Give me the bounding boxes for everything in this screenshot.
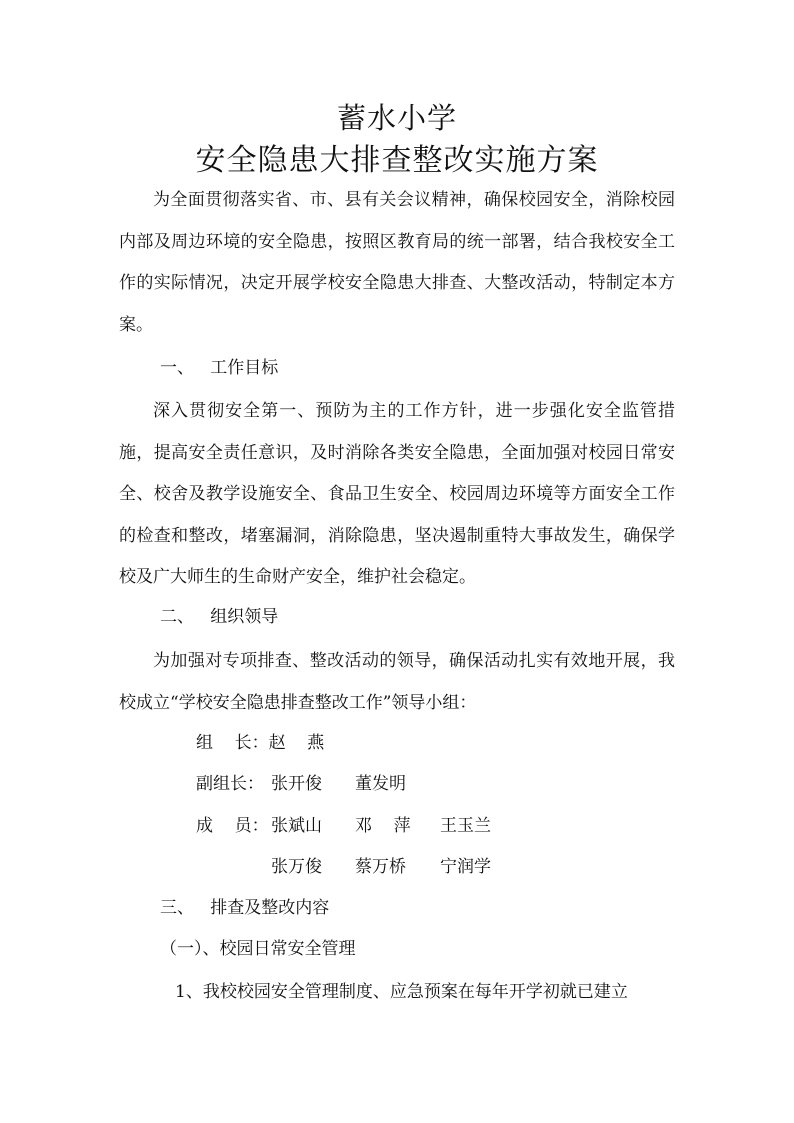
deputy-label: 副组长： [196, 774, 264, 794]
section3-heading: 三、 排查及整改内容 [160, 898, 330, 918]
member-name: 宁润学 [440, 857, 491, 877]
plan-title: 安全隐患大排查整改实施方案 [195, 143, 599, 178]
member-name: 蔡万桥 [355, 857, 406, 877]
member-name: 张万俊 [271, 857, 322, 877]
intro-paragraph: 为全面贯彻落实省、市、县有关会议精神，确保校园安全，消除校园内部及周边环境的安全隐患，按照区教育局的统一部署，结合我校安全工作的实际情况，决定开展学校安全隐患大排查、大整改活动，特制定本方案。 [119, 190, 675, 335]
leader-line: 组 长：赵 燕 [196, 733, 325, 753]
deputy-name: 张开俊 [271, 774, 322, 794]
section1-heading: 一、 工作目标 [160, 358, 279, 378]
member-name: 王玉兰 [440, 816, 491, 836]
item1-text: 1、我校校园安全管理制度、应急预案在每年开学初就已建立 [175, 982, 628, 1002]
school-name-title: 蓄水小学 [336, 101, 457, 135]
member-name: 邓 萍 [355, 816, 411, 836]
section2-paragraph: 为加强对专项排查、整改活动的领导，确保活动扎实有效地开展，我校成立“学校安全隐患排查整改工作”领导小组： [119, 651, 675, 713]
members-label: 成 员： [196, 816, 269, 836]
section2-heading: 二、 组织领导 [160, 607, 279, 627]
section1-paragraph: 深入贯彻安全第一、预防为主的工作方针，进一步强化安全监管措施，提高安全责任意识，及时消除各类安全隐患，全面加强对校园日常安全、校舍及教学设施安全、食品卫生安全、校园周边环境等方面安全工作的检查和整改，堵塞漏洞，消除隐患，坚决遏制重特大事故发生，确保学校及广大师生的生命财产安全，维护社会稳定。 [119, 401, 675, 587]
deputy-name: 董发明 [355, 774, 406, 794]
subsection1-heading: （一）、校园日常安全管理 [160, 939, 356, 959]
member-name: 张斌山 [271, 816, 322, 836]
